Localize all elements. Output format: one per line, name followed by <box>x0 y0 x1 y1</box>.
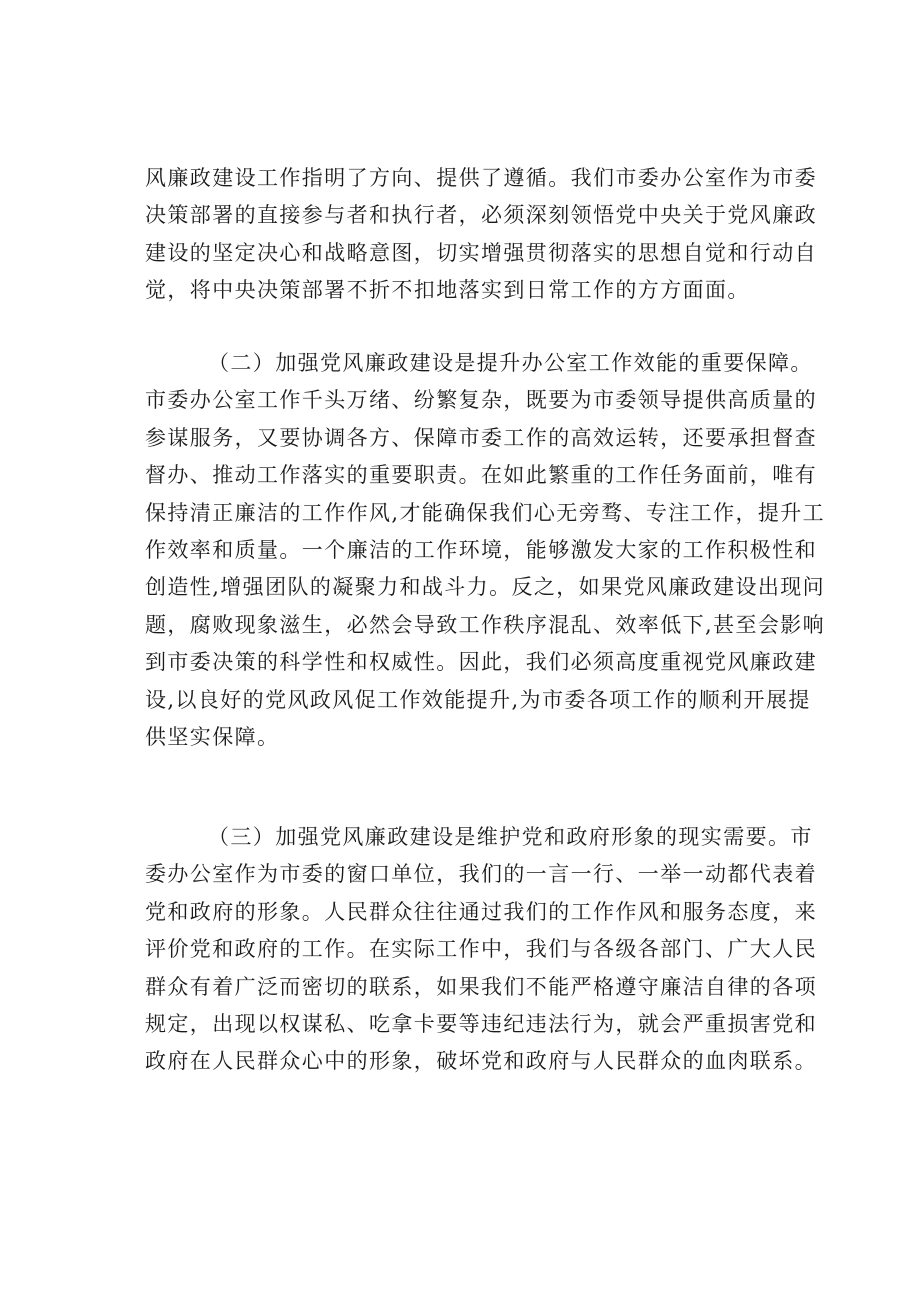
text-line: 觉，将中央决策部署不折不扣地落实到日常工作的方方面面。 <box>145 278 750 303</box>
text-line: 规定，出现以权谋私、吃拿卡要等违纪违法行为，就会严重损害党和 <box>145 1011 817 1036</box>
text-line: 评价党和政府的工作。在实际工作中，我们与各级各部门、广大人民 <box>145 937 817 962</box>
text-line: 作效率和质量。一个廉洁的工作环境，能够激发大家的工作积极性和 <box>145 537 817 562</box>
text-line: 委办公室作为市委的窗口单位，我们的一言一行、一举一动都代表着 <box>145 862 817 887</box>
text-line: 市委办公室工作千头万绪、纷繁复杂，既要为市委领导提供高质量的 <box>145 388 817 413</box>
text-line: 建设的坚定决心和战略意图，切实增强贯彻落实的思想自觉和行动自 <box>145 240 817 265</box>
text-line: 风廉政建设工作指明了方向、提供了遵循。我们市委办公室作为市委 <box>145 166 817 190</box>
section-heading-line: （三）加强党风廉政建设是维护党和政府形象的现实需要。市 <box>208 825 813 849</box>
text-line: 参谋服务，又要协调各方、保障市委工作的高效运转，还要承担督查 <box>145 425 817 450</box>
text-line: 题，腐败现象滋生，必然会导致工作秩序混乱、效率低下,甚至会影响 <box>145 612 826 637</box>
paragraph-continuation <box>145 160 817 310</box>
text-line: 政府在人民群众心中的形象，破坏党和政府与人民群众的血肉联系。 <box>145 1049 817 1074</box>
text-line: 创造性,增强团队的凝聚力和战斗力。反之，如果党风廉政建设出现问 <box>145 575 826 600</box>
text-line: 督办、推动工作落实的重要职责。在如此繁重的工作任务面前，唯有 <box>145 463 817 488</box>
text-line: 保持清正廉洁的工作作风,才能确保我们心无旁骛、专注工作，提升工 <box>145 500 826 525</box>
text-line: 到市委决策的科学性和权威性。因此，我们必须高度重视党风廉政建 <box>145 650 817 675</box>
text-line: 党和政府的形象。人民群众往往通过我们的工作作风和服务态度，来 <box>145 899 817 924</box>
paragraph-section-three <box>145 819 817 1081</box>
text-line: 决策部署的直接参与者和执行者，必须深刻领悟党中央关于党风廉政 <box>145 203 817 228</box>
section-heading-line: （二）加强党风廉政建设是提升办公室工作效能的重要保障。 <box>208 351 813 375</box>
text-line: 群众有着广泛而密切的联系，如果我们不能严格遵守廉洁自律的各项 <box>145 974 817 999</box>
text-line: 设,以良好的党风政风促工作效能提升,为市委各项工作的顺利开展提 <box>145 687 811 712</box>
text-line: 供坚实保障。 <box>145 724 280 749</box>
paragraph-section-two <box>145 345 826 756</box>
